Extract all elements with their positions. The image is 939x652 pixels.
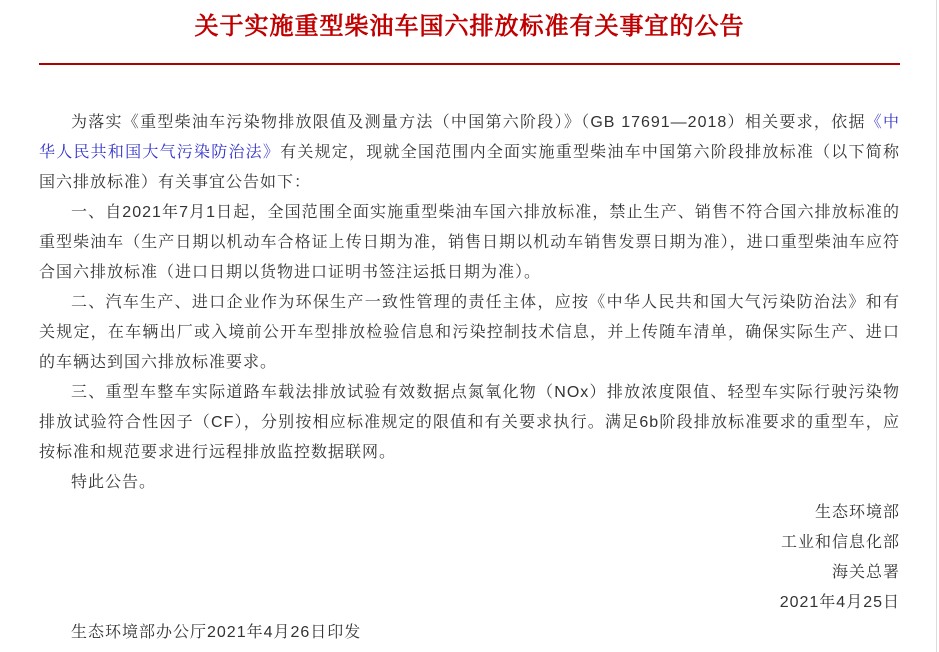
- page-title: 关于实施重型柴油车国六排放标准有关事宜的公告: [194, 13, 745, 40]
- intro-text-before-link: 为落实《重型柴油车污染物排放限值及测量方法（中国第六阶段）》（GB 17691—2018）相关要求，依据: [71, 114, 866, 131]
- issuance-note: 生态环境部办公厅2021年4月26日印发: [71, 624, 362, 641]
- item-paragraph-3: 三、重型车整车实际道路车载法排放试验有效数据点氮氧化物（NOx）排放浓度限值、轻型车实际行驶污染物排放试验符合性因子（CF），分别按相应标准规定的限值和有关要求执行。满足6b阶段排放标准要求的重型车，应按标准和规范要求进行远程排放监控数据联网。: [39, 384, 900, 461]
- closing-line: 特此公告。: [71, 474, 157, 491]
- item-paragraph-2: 二、汽车生产、进口企业作为环保生产一致性管理的责任主体，应按《中华人民共和国大气污染防治法》和有关规定，在车辆出厂或入境前公开车型排放检验信息和污染控制技术信息，并上传随车清单，确保实际生产、进口的车辆达到国六排放标准要求。: [39, 294, 900, 371]
- signature-date: 2021年4月25日: [779, 594, 900, 611]
- signatory-customs: 海关总署: [831, 564, 900, 581]
- intro-text-after-link: 有关规定，现就全国范围内全面实施重型柴油车中国第六阶段排放标准（以下简称国六排放标准）有关事宜公告如下：: [39, 144, 900, 191]
- signatory-moee: 生态环境部: [814, 504, 900, 521]
- signatory-miit: 工业和信息化部: [780, 534, 900, 551]
- title-divider: [39, 63, 900, 65]
- document-body: [39, 108, 900, 648]
- item-paragraph-1: 一、自2021年7月1日起，全国范围全面实施重型柴油车国六排放标准，禁止生产、销售不符合国六排放标准的重型柴油车（生产日期以机动车合格证上传日期为准，销售日期以机动车销售发票日期为准），进口重型柴油车应符合国六排放标准（进口日期以货物进口证明书签注运抵日期为准）。: [39, 204, 900, 281]
- air-pollution-law-link[interactable]: 《中华人民共和国大气污染防治法》: [39, 114, 900, 161]
- intro-paragraph: [39, 108, 900, 198]
- signature-block: [39, 498, 900, 618]
- right-edge-border: [936, 0, 937, 652]
